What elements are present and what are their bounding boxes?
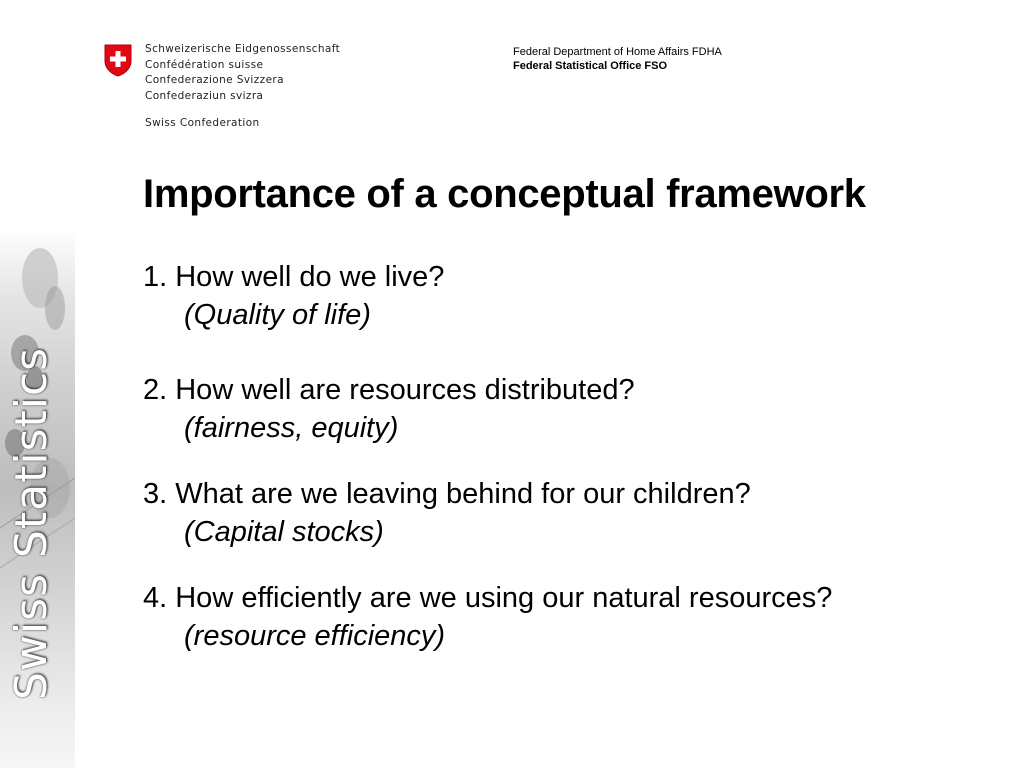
question-note: (resource efficiency) bbox=[184, 620, 446, 652]
swiss-statistics-brand: Swiss Statistics bbox=[6, 346, 57, 700]
question-text: 3. What are we leaving behind for our children? bbox=[143, 478, 751, 510]
confederation-name-en: Swiss Confederation bbox=[145, 117, 260, 129]
question-note: (Capital stocks) bbox=[184, 516, 384, 548]
slide-title: Importance of a conceptual framework bbox=[143, 172, 866, 216]
question-note: (fairness, equity) bbox=[184, 412, 399, 444]
office-name: Federal Statistical Office FSO bbox=[513, 60, 668, 72]
confederation-name-it: Confederazione Svizzera bbox=[145, 74, 284, 86]
question-text: 4. How efficiently are we using our natural resources? bbox=[143, 582, 833, 614]
department-name: Federal Department of Home Affairs FDHA bbox=[513, 46, 722, 58]
question-text: 1. How well do we live? bbox=[143, 261, 445, 293]
confederation-name-fr: Confédération suisse bbox=[145, 58, 264, 71]
list-item bbox=[143, 258, 444, 334]
list-item bbox=[143, 579, 832, 655]
swiss-cross-icon bbox=[103, 43, 133, 77]
list-item bbox=[143, 371, 635, 447]
confederation-names bbox=[145, 42, 340, 104]
question-text: 2. How well are resources distributed? bbox=[143, 374, 635, 406]
department-block bbox=[513, 45, 722, 73]
question-note: (Quality of life) bbox=[184, 299, 371, 331]
confederation-name-de: Schweizerische Eidgenossenschaft bbox=[145, 43, 341, 55]
list-item bbox=[143, 475, 751, 551]
confederation-name-rm: Confederaziun svizra bbox=[145, 89, 264, 102]
